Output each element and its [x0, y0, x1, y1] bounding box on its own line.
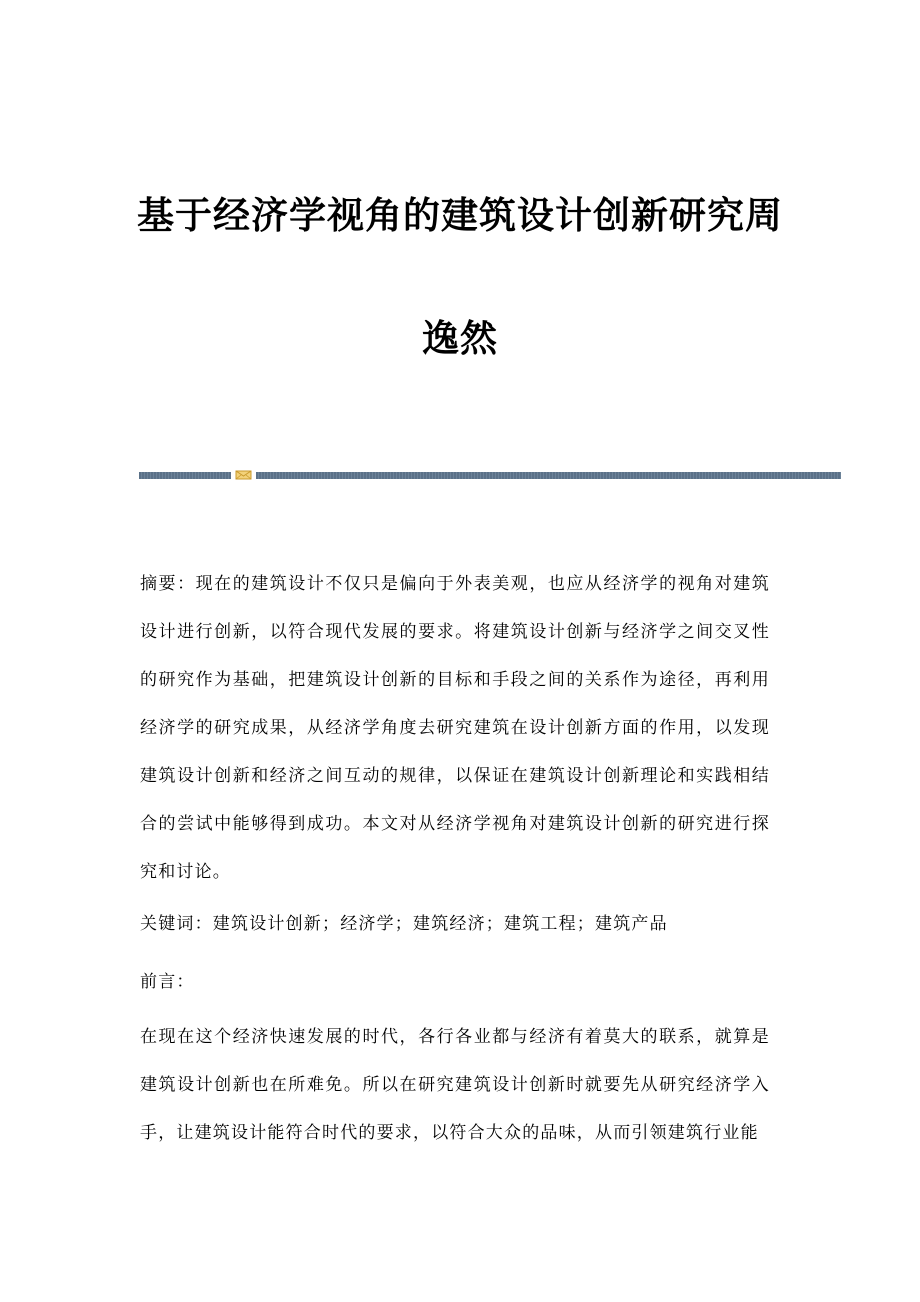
document-title: 基于经济学视角的建筑设计创新研究周	[137, 193, 783, 237]
ornament-icon	[235, 469, 252, 481]
body-paragraph: 在现在这个经济快速发展的时代，各行各业都与经济有着莫大的联系，就算是建筑设计创新也在所难免。所以在研究建筑设计创新时就要先从研究经济学入手，让建筑设计能符合时代的要求，以符合大众的品味，从而引领建筑行业能	[140, 1027, 770, 1143]
preface-heading: 前言：	[140, 972, 195, 992]
divider-bar-right	[256, 472, 841, 479]
decorative-divider	[139, 469, 841, 481]
abstract-paragraph: 摘要：现在的建筑设计不仅只是偏向于外表美观，也应从经济学的视角对建筑设计进行创新，以符合现代发展的要求。将建筑设计创新与经济学之间交叉性的研究作为基础，把建筑设计创新的目标和手段之间的关系作为途径，再利用经济学的研究成果，从经济学角度去研究建筑在设计创新方面的作用，以发现建筑设计创新和经济之间互动的规律，以保证在建筑设计创新理论和实践相结合的尝试中能够得到成功。本文对从经济学视角对建筑设计创新的研究进行探究和讨论。	[140, 574, 770, 882]
author-name: 逸然	[422, 316, 498, 360]
keywords-line: 关键词：建筑设计创新；经济学；建筑经济；建筑工程；建筑产品	[140, 914, 668, 934]
divider-bar-left	[139, 472, 231, 479]
